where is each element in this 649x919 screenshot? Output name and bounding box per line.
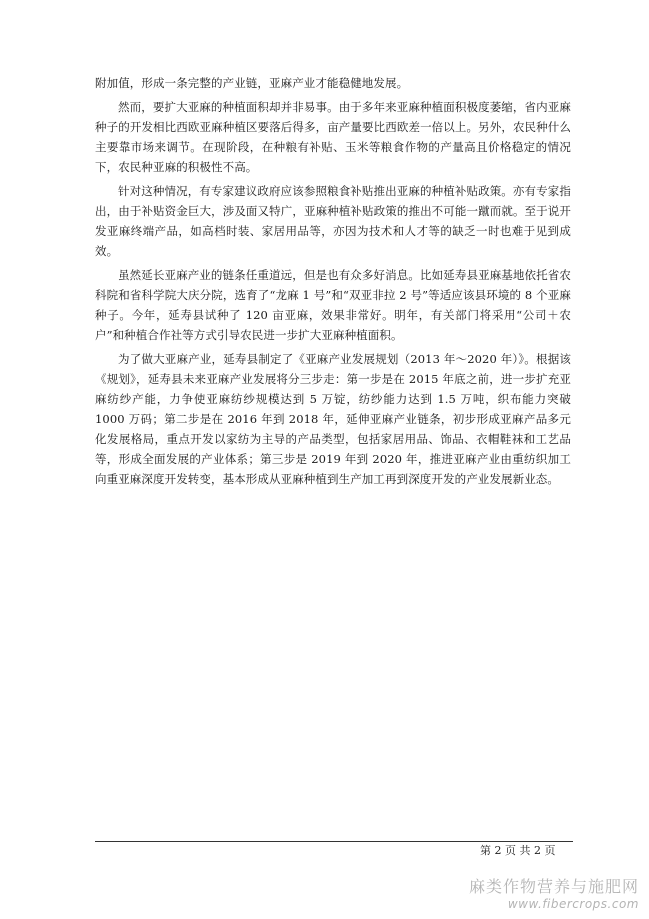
watermark-url: www.fibercrops.com — [507, 897, 639, 911]
paragraph-3: 针对这种情况，有专家建议政府应该参照粮食补贴推出亚麻的种植补贴政策。亦有专家指出，由于补贴资金巨大，涉及面又特广，亚麻种植补贴政策的推出不可能一蹴而就。至于说开发亚麻终端产品，如高档时装、家居用品等，亦因为技术和人才等的缺乏一时也难于见到成效。 — [95, 184, 571, 258]
paragraph-4: 虽然延长亚麻产业的链条任重道远，但是也有众多好消息。比如延寿县亚麻基地依托省农科院和省科学院大庆分院，选育了“龙麻 1 号”和“双亚非拉 2 号”等适应该县环境的 8 个亚麻种子。今年，延寿县试种了 120 亩亚麻，效果非常好。明年，有关部门将采用“公司＋农户”和种植合作社等方式引导农民进一步扩大亚麻种植面积。 — [95, 268, 571, 342]
paragraph-1: 附加值，形成一条完整的产业链，亚麻产业才能稳健地发展。 — [95, 76, 409, 90]
paragraph-2: 然而，要扩大亚麻的种植面积却并非易事。由于多年来亚麻种植面积极度萎缩，省内亚麻种子的开发相比西欧亚麻种植区要落后得多，亩产量要比西欧差一倍以上。另外，农民种什么主要靠市场来调节。在现阶段，在种粮有补贴、玉米等粮食作物的产量高且价格稳定的情况下，农民种亚麻的积极性不高。 — [95, 100, 571, 174]
footer-divider — [95, 841, 573, 842]
document-body — [95, 73, 571, 493]
watermark-title: 麻类作物营养与施肥网 — [468, 877, 639, 896]
paragraph-5: 为了做大亚麻产业，延寿县制定了《亚麻产业发展规划（2013 年～2020 年）》。根据该《规划》，延寿县未来亚麻产业发展将分三步走：第一步是在 2015 年底之前，进一步扩充亚麻纺纱产能，力争使亚麻纺纱规模达到 5 万锭，纺纱能力达到 1.5 万吨，织布能力突破 1000 万码；第二步是在 2016 年到 2018 年，延伸亚麻产业链条，初步形成亚麻产品多元化发展格局，重点开发以家纺为主导的产品类型，包括家居用品、饰品、衣帽鞋袜和工艺品等，形成全面发展的产业体系；第三步是 2019 年到 2020 年，推进亚麻产业由重纺织加工向重亚麻深度开发转变，基本形成从亚麻种植到生产加工再到深度开发的产业发展新业态。 — [95, 352, 571, 486]
page-number: 第 2 页 共 2 页 — [480, 844, 556, 857]
site-watermark — [469, 877, 639, 911]
